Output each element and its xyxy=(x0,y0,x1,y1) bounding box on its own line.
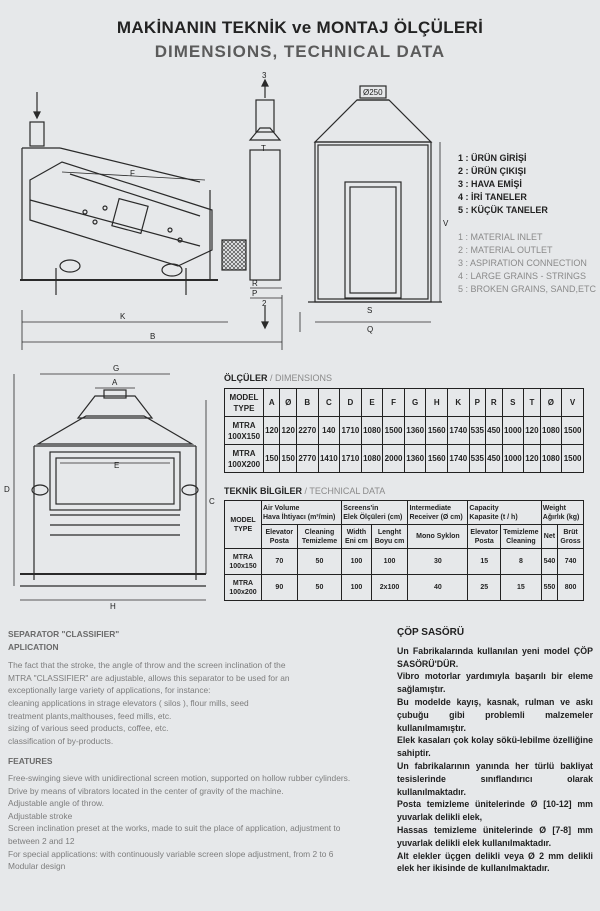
tech-row-model-line: 100x200 xyxy=(229,588,257,596)
dim-col-header: A xyxy=(264,389,280,417)
cop-paragraph: Vibro motorlar yardımıyla başarılı bir eleme sağlamıştır. xyxy=(397,671,593,695)
application-line: classification of by-products. xyxy=(8,735,114,746)
dim-col-header: F xyxy=(383,389,405,417)
tech-model-cell xyxy=(225,501,262,549)
label-H: H xyxy=(110,602,116,611)
dim-cell: 120 xyxy=(264,417,280,445)
tech-row-model xyxy=(225,549,262,575)
dim-col-header: C xyxy=(318,389,340,417)
dim-cell: 450 xyxy=(486,445,502,473)
dim-cell: 120 xyxy=(280,417,296,445)
dim-col-header: T xyxy=(524,389,540,417)
dim-cell: 1740 xyxy=(448,445,470,473)
tech-row-model-line: MTRA xyxy=(232,553,254,561)
cop-paragraph: Alt elekler üçgen delikli veya Ø 2 mm delikli elek her ikisinde de kullanılmaktadır. xyxy=(397,850,593,874)
cop-paragraph: Bu modelde kayış, kasnak, rulman ve askı çubuğu gibi problemli malzemeler kullanılmamıştır. xyxy=(397,696,593,733)
tech-subheader-line: Temizleme xyxy=(301,537,338,545)
cop-paragraph: Posta temizleme ünitelerinde Ø [10-12] mm yuvarlak delikli elek, xyxy=(397,799,593,823)
features-title: FEATURES xyxy=(8,756,53,767)
label-2: 2 xyxy=(262,299,267,308)
tech-subheader xyxy=(297,525,342,549)
tech-group-line1: Intermediate xyxy=(409,504,452,512)
tech-subheader xyxy=(342,525,371,549)
label-A: A xyxy=(112,378,118,387)
label-G: G xyxy=(113,364,120,373)
application-line: The fact that the stroke, the angle of throw and the screen inclination of the xyxy=(8,660,286,671)
tech-row-model-line: MTRA xyxy=(232,579,254,587)
dim-row-model xyxy=(225,445,264,473)
dim-cell: 150 xyxy=(264,445,280,473)
end-view-frame xyxy=(315,142,431,302)
tech-subheader-line: Lenght xyxy=(377,528,402,536)
legend xyxy=(458,152,598,296)
tech-subheader xyxy=(262,525,298,549)
label-V: V xyxy=(443,219,449,228)
technical-table xyxy=(224,500,584,601)
dim-cell: 1500 xyxy=(562,417,584,445)
label-T: T xyxy=(261,144,266,153)
aspiration-column xyxy=(250,150,280,280)
dim-cell: 1080 xyxy=(540,445,562,473)
application-line: exceptionally large variety of applications, for instance: xyxy=(8,685,211,696)
legend-tr-4: 4 : İRİ TANELER xyxy=(458,192,527,202)
legend-en-1: 1 : MATERIAL INLET xyxy=(458,232,543,242)
legend-tr-2: 2 : ÜRÜN ÇIKIŞI xyxy=(458,166,527,176)
tech-row-model xyxy=(225,575,262,601)
cop-title: ÇÖP SASÖRÜ xyxy=(397,627,465,638)
dimensions-table xyxy=(224,388,584,473)
dim-type-label: TYPE xyxy=(233,403,255,413)
dim-cell: 1080 xyxy=(361,445,383,473)
front-view-drawing xyxy=(0,360,220,615)
tech-subheader-line: Posta xyxy=(269,537,289,545)
dim-col-header: Ø xyxy=(540,389,562,417)
tech-group-line1: Screens'in xyxy=(343,504,379,512)
dim-cell: 1000 xyxy=(502,445,524,473)
tech-subheader-line: Net xyxy=(543,533,556,540)
dim-cell: 1080 xyxy=(540,417,562,445)
dim-row-model xyxy=(225,417,264,445)
tech-cell: 540 xyxy=(541,549,557,575)
cop-paragraph: Hassas temizleme ünitelerinde Ø [7-8] mm yuvarlak delikli elek kullanılmaktadır. xyxy=(397,824,593,848)
dim-cell: 140 xyxy=(318,417,340,445)
tech-group-header xyxy=(541,501,583,525)
feature-line: Drive by means of vibrators located in the center of gravity of the machine. xyxy=(8,785,284,796)
tech-row xyxy=(225,575,584,601)
tech-cell: 50 xyxy=(297,549,342,575)
dim-row xyxy=(225,417,584,445)
label-Q: Q xyxy=(367,325,374,334)
inlet-arrowhead xyxy=(34,112,40,118)
label-R: R xyxy=(252,279,258,288)
cop-paragraph: Un Fabrikalarında kullanılan yeni model ÇÖP SASÖRÜ'DÜR. xyxy=(397,645,593,669)
tech-group-header xyxy=(468,501,541,525)
tech-cell: 25 xyxy=(468,575,501,601)
tech-group-header xyxy=(342,501,408,525)
dim-col-header: D xyxy=(340,389,362,417)
tech-subheader-line: Mono Syklon xyxy=(416,533,460,540)
legend-tr-3: 3 : HAVA EMİŞİ xyxy=(458,179,522,189)
inlet-pipe xyxy=(30,122,44,146)
legend-en-2: 2 : MATERIAL OUTLET xyxy=(458,245,553,255)
application-line: MTRA "CLASSIFIER" are adjustable, allows this separator to be used for an xyxy=(8,672,290,683)
tech-subheader-line: Brüt xyxy=(563,528,578,536)
tech-cell: 550 xyxy=(541,575,557,601)
dim-cell: 1560 xyxy=(426,417,448,445)
dim-row-model-line: 100X200 xyxy=(227,459,261,469)
tech-row xyxy=(225,549,584,575)
feature-line: For special applications: with continuously variable screen slope adjustment, from 2 to 6 xyxy=(8,848,334,859)
dim-cell: 1500 xyxy=(383,417,405,445)
cop-sasoru-block xyxy=(397,627,593,875)
application-line: cleaning applications in strage elevators ( silos ), flour mills, seed xyxy=(8,697,249,708)
dim-cell: 2270 xyxy=(296,417,318,445)
tech-type-label: TYPE xyxy=(233,525,253,533)
tech-subheader-line: Temizleme xyxy=(503,528,539,536)
tech-subheader-line: Cleaning xyxy=(304,528,335,536)
tech-subheader xyxy=(501,525,542,549)
feature-line: Screen inclination preset at the works, made to suit the place of application, adjustment to xyxy=(8,823,341,834)
dim-cell: 1360 xyxy=(404,417,426,445)
feature-line: between 2 and 12 xyxy=(8,835,75,846)
dim-cell: 1360 xyxy=(404,445,426,473)
label-P: P xyxy=(252,289,258,298)
tech-subheader xyxy=(408,525,468,549)
application-line: sizing of various seed products, coffee, etc. xyxy=(8,723,169,734)
tech-subheader-line: Elevator xyxy=(470,528,499,536)
label-C: C xyxy=(209,497,215,506)
tech-subheader-line: Gross xyxy=(560,537,581,545)
page-subtitle: DIMENSIONS, TECHNICAL DATA xyxy=(154,42,446,61)
tech-cell: 100 xyxy=(342,575,371,601)
label-S: S xyxy=(367,306,373,315)
tech-group-line2: Elek Ölçüleri (cm) xyxy=(343,513,403,521)
dim-cell: 1500 xyxy=(562,445,584,473)
separator-application-title: APLICATION xyxy=(8,641,59,652)
technical-heading-tr: TEKNİK BİLGİLER xyxy=(224,486,302,496)
legend-en-5: 5 : BROKEN GRAINS, SAND,ETC xyxy=(458,284,597,294)
tech-subheader-line: Elevator xyxy=(265,528,294,536)
dim-cell: 535 xyxy=(469,417,485,445)
dimensions-heading-tr: ÖLÇÜLER xyxy=(224,373,268,383)
dim-cell: 1710 xyxy=(340,445,362,473)
tech-subheader xyxy=(558,525,584,549)
legend-tr-5: 5 : KÜÇÜK TANELER xyxy=(458,205,548,215)
tech-group-header xyxy=(262,501,342,525)
separator-features-list xyxy=(8,772,380,873)
end-view-door xyxy=(345,182,401,298)
tech-group-line2: Hava İhtiyacı (m³/min) xyxy=(263,513,336,521)
dim-row-model-line: 100X150 xyxy=(227,431,261,441)
feature-line: Adjustable stroke xyxy=(8,810,73,821)
tech-cell: 15 xyxy=(468,549,501,575)
dim-row-model-line: MTRA xyxy=(232,420,256,430)
feature-line: Adjustable angle of throw. xyxy=(8,798,104,809)
tech-group-line2: Receiver (Ø cm) xyxy=(409,513,463,521)
dimensions-heading xyxy=(224,373,332,383)
outlet-arrowhead xyxy=(262,322,268,328)
aspiration-arrowhead xyxy=(262,80,268,86)
feature-line: Free-swinging sieve with unidirectional screen motion, supported on hollow rubber cylinders. xyxy=(8,772,351,783)
tech-subheader-line: Posta xyxy=(474,537,494,545)
aspiration-outlet xyxy=(256,100,274,132)
dim-cell: 150 xyxy=(280,445,296,473)
tech-subheader-line: Width xyxy=(346,528,367,536)
feature-line: Modular design xyxy=(8,861,66,872)
legend-en-4: 4 : LARGE GRAINS - STRINGS xyxy=(458,271,587,281)
tech-subheader-line: Cleaning xyxy=(506,537,536,545)
separator-application-list xyxy=(8,659,380,747)
tech-subheader-line: Eni cm xyxy=(344,537,368,545)
dim-row xyxy=(225,445,584,473)
label-3: 3 xyxy=(262,71,267,80)
page-title: MAKİNANIN TEKNİK ve MONTAJ ÖLÇÜLERİ xyxy=(116,18,484,37)
label-F: F xyxy=(130,169,135,178)
tech-cell: 100 xyxy=(342,549,371,575)
legend-en-3: 3 : ASPIRATION CONNECTION xyxy=(458,258,587,268)
tech-group-header xyxy=(408,501,468,525)
tech-cell: 2x100 xyxy=(371,575,408,601)
tech-row-model-line: 100x150 xyxy=(229,562,257,570)
tech-group-line1: Capacity xyxy=(469,504,499,512)
dim-col-header: B xyxy=(296,389,318,417)
dim-model-label: MODEL xyxy=(229,392,259,402)
tech-cell: 800 xyxy=(558,575,584,601)
dim-col-header: R xyxy=(486,389,502,417)
label-dia: Ø250 xyxy=(363,88,383,97)
dim-cell: 1080 xyxy=(361,417,383,445)
dim-cell: 535 xyxy=(469,445,485,473)
dim-row-model-line: MTRA xyxy=(232,448,256,458)
tech-subheader xyxy=(468,525,501,549)
dim-cell: 120 xyxy=(524,445,540,473)
dim-cell: 1000 xyxy=(502,417,524,445)
tech-cell: 90 xyxy=(262,575,298,601)
dim-col-header: V xyxy=(562,389,584,417)
tech-model-label: MODEL xyxy=(230,516,256,524)
dim-col-header: K xyxy=(448,389,470,417)
dim-cell: 2000 xyxy=(383,445,405,473)
sieve-body xyxy=(30,162,212,266)
tech-cell: 70 xyxy=(262,549,298,575)
dim-col-header: H xyxy=(426,389,448,417)
dim-cell: 1740 xyxy=(448,417,470,445)
application-line: treatment plants,malthouses, feed mills, etc. xyxy=(8,710,172,721)
tech-cell: 40 xyxy=(408,575,468,601)
tech-cell: 50 xyxy=(297,575,342,601)
outlet-screen xyxy=(222,240,246,270)
dim-cell: 120 xyxy=(524,417,540,445)
dim-col-header: Ø xyxy=(280,389,296,417)
dim-col-header: G xyxy=(404,389,426,417)
tech-subheader-line: Boyu cm xyxy=(374,537,405,545)
legend-tr-1: 1 : ÜRÜN GİRİŞİ xyxy=(458,153,527,163)
tech-group-line2: Kapasite (t / h) xyxy=(469,513,518,521)
cop-paragraphs xyxy=(397,645,593,875)
cop-paragraph: Un fabrikalarının yanında her türlü bakliyat tesislerinde sınıflandırıcı olarak kullanılmaktadır. xyxy=(397,760,593,797)
tech-cell: 15 xyxy=(501,575,542,601)
dim-cell: 1410 xyxy=(318,445,340,473)
tech-cell: 740 xyxy=(558,549,584,575)
dimensions-heading-en: / DIMENSIONS xyxy=(270,373,333,383)
tech-group-line1: Weight xyxy=(542,504,566,512)
separator-description xyxy=(8,628,380,873)
tech-group-line1: Air Volume xyxy=(263,504,300,512)
dim-col-header: P xyxy=(469,389,485,417)
tech-subheader xyxy=(541,525,557,549)
technical-heading-en: / TECHNICAL DATA xyxy=(304,486,386,496)
tech-subheader xyxy=(371,525,408,549)
dim-col-header: S xyxy=(502,389,524,417)
label-B: B xyxy=(150,332,156,341)
tech-cell: 8 xyxy=(501,549,542,575)
dim-model-cell xyxy=(225,389,264,417)
dim-col-header: E xyxy=(361,389,383,417)
label-E: E xyxy=(114,461,120,470)
dim-cell: 2770 xyxy=(296,445,318,473)
tech-group-line2: Ağırlık (kg) xyxy=(542,513,580,521)
separator-title: SEPARATOR "CLASSIFIER" xyxy=(8,629,120,639)
dim-cell: 1710 xyxy=(340,417,362,445)
technical-heading xyxy=(224,486,385,496)
cop-paragraph: Elek kasaları çok kolay sökü-lebilme özelliğine sahiptir. xyxy=(397,735,593,759)
label-K: K xyxy=(120,312,126,321)
dim-cell: 450 xyxy=(486,417,502,445)
dim-cell: 1560 xyxy=(426,445,448,473)
label-D: D xyxy=(4,485,10,494)
tech-cell: 100 xyxy=(371,549,408,575)
vibro-motor xyxy=(112,199,148,234)
tech-cell: 30 xyxy=(408,549,468,575)
